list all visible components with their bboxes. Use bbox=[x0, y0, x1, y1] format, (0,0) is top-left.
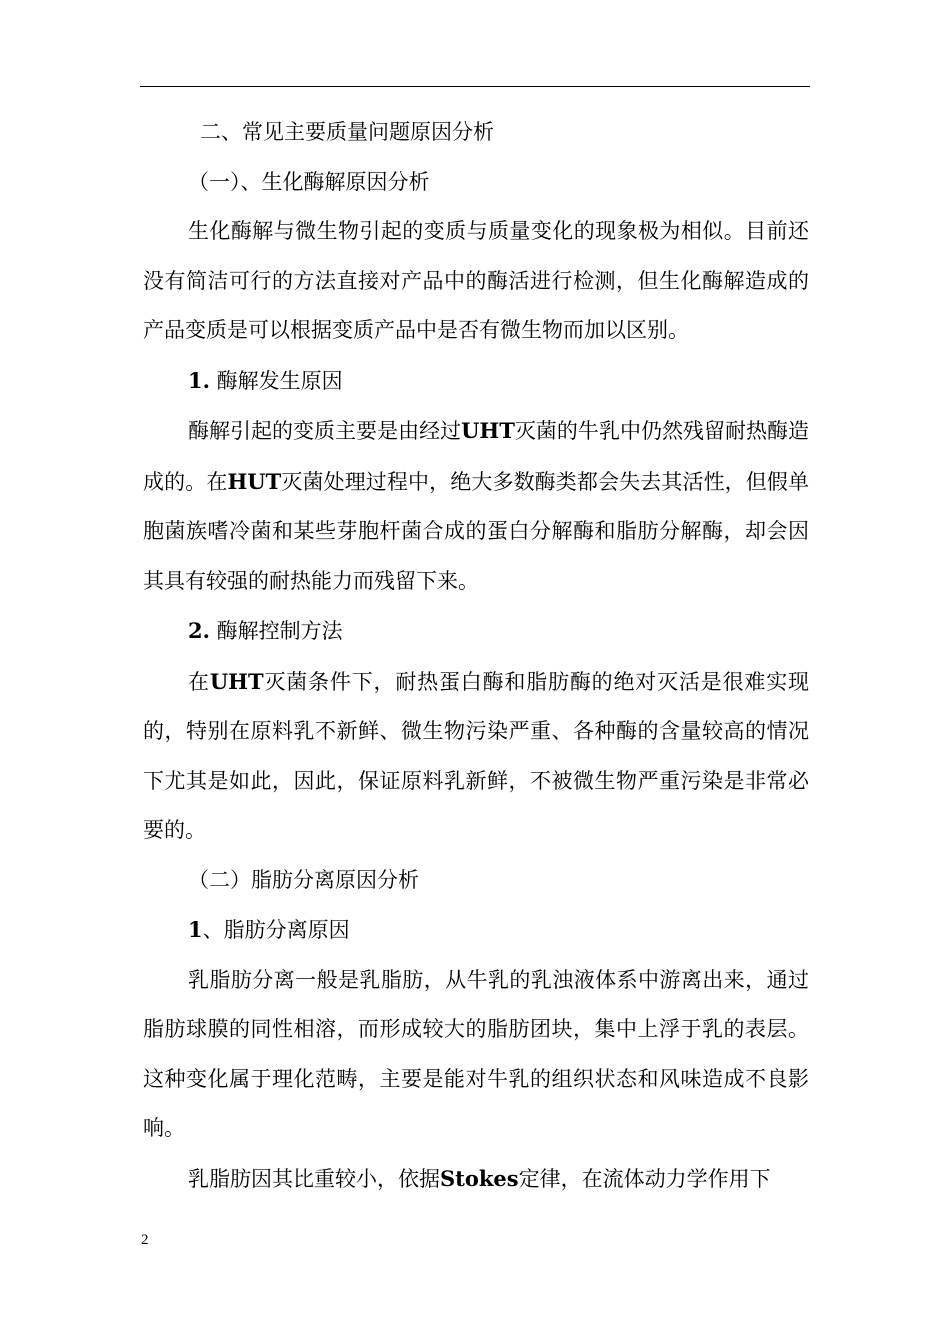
item-number: 1 bbox=[188, 917, 203, 942]
item-number: 1. bbox=[188, 367, 210, 393]
subsection-heading-text: （二）脂肪分离原因分析 bbox=[188, 867, 419, 892]
paragraph-term: UHT bbox=[461, 418, 515, 443]
paragraph bbox=[143, 406, 809, 606]
paragraph bbox=[143, 956, 809, 1154]
paragraph-term: UHT bbox=[209, 668, 264, 694]
paragraph-text: 灭菌的牛乳中仍然残留耐热酶造成的。在 bbox=[143, 419, 810, 494]
paragraph-term: Stokes bbox=[440, 1165, 519, 1191]
item-title: 酶解发生原因 bbox=[209, 368, 343, 393]
paragraph-text: 灭菌条件下，耐热蛋白酶和脂肪酶的绝对灭活是很难实现的，特别在原料乳不新鲜、微生物污染严重、各种酶的含量较高的情况下尤其是如此，因此，保证原料乳新鲜，不被微生物严重污染是非常必要的。 bbox=[143, 669, 810, 842]
item-title: 酶解控制方法 bbox=[209, 619, 343, 643]
paragraph-text: 生化酶解与微生物引起的变质与质量变化的现象极为相似。目前还没有简洁可行的方法直接对产品中的酶活进行检测，但生化酶解造成的产品变质是可以根据变质产品中是否有微生物而加以区别。 bbox=[143, 219, 809, 342]
paragraph bbox=[143, 1154, 809, 1205]
subsection-heading bbox=[143, 158, 809, 208]
item-heading bbox=[143, 356, 809, 407]
paragraph-text: 在 bbox=[188, 669, 210, 694]
section-title bbox=[143, 108, 809, 158]
paragraph-text: 乳脂肪因其比重较小，依据 bbox=[188, 1166, 440, 1191]
subsection-heading-text: （一）、生化酶解原因分析 bbox=[188, 169, 430, 194]
item-heading bbox=[143, 606, 809, 657]
paragraph-text: 定律，在流体动力学作用下 bbox=[518, 1166, 771, 1191]
paragraph-text: 乳脂肪分离一般是乳脂肪，从牛乳的乳浊液体系中游离出来，通过脂肪球膜的同性相溶，而形成较大的脂肪团块，集中上浮于乳的表层。这种变化属于理化范畴，主要是能对牛乳的组织状态和风味造成不良影响。 bbox=[143, 967, 809, 1140]
paragraph-term: HUT bbox=[227, 468, 282, 494]
subsection-heading bbox=[143, 856, 809, 906]
section-title-text: 二、常见主要质量问题原因分析 bbox=[200, 120, 494, 144]
item-number: 2. bbox=[188, 618, 210, 643]
item-title: 、脂肪分离原因 bbox=[202, 918, 350, 942]
document-body bbox=[143, 108, 809, 1204]
header-rule bbox=[140, 86, 810, 87]
page-number: 2 bbox=[141, 1232, 149, 1248]
paragraph-text: 灭菌处理过程中，绝大多数酶类都会失去其活性，但假单胞菌族嗜冷菌和某些芽胞杆菌合成的蛋白分解酶和脂肪分解酶，却会因其具有较强的耐热能力而残留下来。 bbox=[143, 469, 810, 593]
item-heading bbox=[143, 905, 809, 956]
paragraph bbox=[143, 207, 809, 356]
paragraph-text: 酶解引起的变质主要是由经过 bbox=[188, 419, 462, 443]
paragraph bbox=[143, 657, 809, 856]
